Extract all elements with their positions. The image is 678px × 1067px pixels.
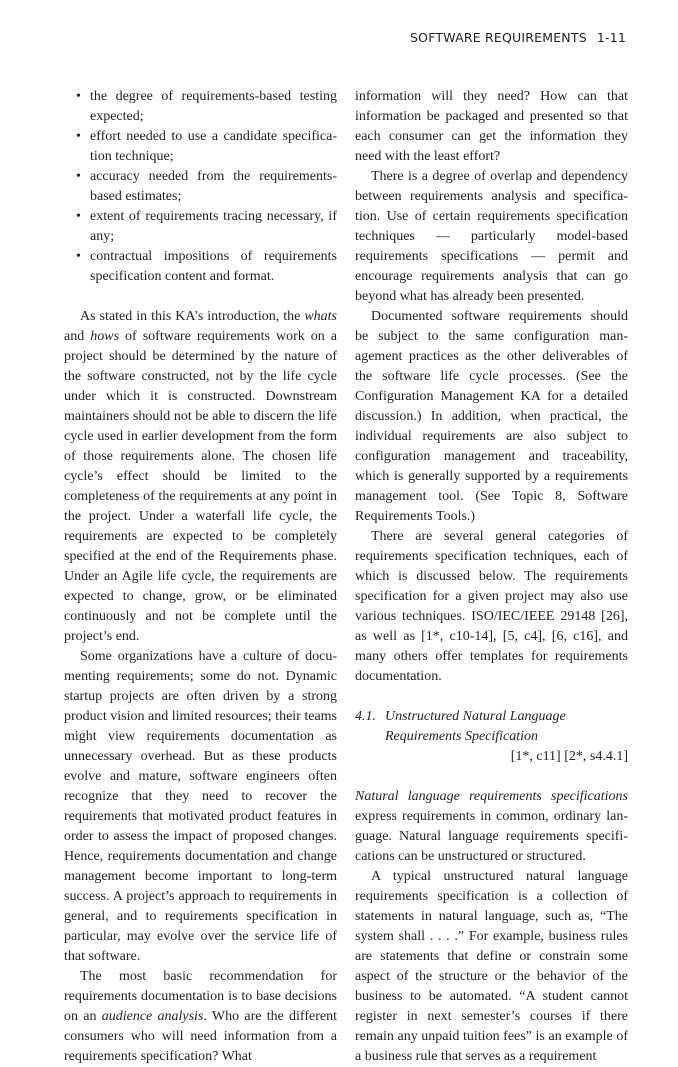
list-item: • accuracy needed from the requirements-based estimates; [64,167,337,207]
paragraph-categories: There are several general categories of requirements specification techniques, each of which is discussed below. The requirements specification for a given project may also use various techniques. ISO/IEC/IEEE 29148 [26], as well as [1*, c10-14], [5, c4], [6, c16], and many others offer templates for requirements documentation. [355,529,628,684]
left-column [64,87,337,1067]
section-heading [355,707,628,767]
running-header [410,30,626,50]
list-item: • effort needed to use a candidate specification technique; [64,127,337,167]
list-item: • the degree of requirements-based testing expected; [64,87,337,127]
paragraph-overlap: There is a degree of overlap and dependency between requirements analysis and specification. Use of certain requirements specification techniques — particularly model-based requirements specifications — permit and encourage requirements analysis that can go beyond what has already been presented. [355,169,628,304]
paragraph-continued: information will they need? How can that information be packaged and presented so that each consumer can get the information they need with the least effort? [355,89,628,164]
paragraph-life-cycle: As stated in this KA’s introduction, the whats and hows of software requirements work on a project should be determined by the nature of the software constructed, not by the life cycle under which it is constructed. Downstream maintainers should not be able to discern the life cycle used in earlier development from the form of those requirements alone. The chosen life cycle’s effect should be limited to the completeness of the requirements at any point in the project. Under a waterfall life cycle, the requirements are expected to be completely specified at the end of the Requirements phase. Under an Agile life cycle, the requirements are expected to change, grow, or be eliminated continuously and not be complete until the project’s end. [64,309,338,644]
section-references: [1*, c11] [2*, s4.4.1] [510,749,628,764]
paragraph-configuration: Documented software requirements should be subject to the same configuration management practices as the other deliverables of the software life cycle processes. (See the Configuration Management KA for a detailed discussion.) In addition, when practical, the individual requirements are also subject to configuration management and traceability, which is generally supported by a requirements management tool. (See Topic 8, Software Requirements Tools.) [355,309,628,524]
paragraph-natural-language: Natural language requirements specifications express requirements in common, ordinary language. Natural language requirements specifications can be unstructured or structured. [355,789,628,864]
list-item: • contractual impositions of requirements specification content and format. [64,247,337,287]
section-number: 4.1. [355,709,376,724]
list-item: • extent of requirements tracing necessary, if any; [64,207,337,247]
considerations-list [64,87,337,287]
right-column [355,87,628,1067]
paragraph-audience: The most basic recommendation for requirements documentation is to base decisions on an audience analysis. Who are the different consumers who will need information from a requirements specification? What [64,969,337,1064]
section-title-line1: Unstructured Natural Language [385,709,566,724]
paragraph-organizations: Some organizations have a culture of documenting requirements; some do not. Dynamic startup projects are often driven by a strong product vision and limited resources; their teams might view requirements documentation as unnecessary overhead. But as these products evolve and mature, software engineers often recognize that they need to recover the requirements that motivated product features in order to assess the impact of proposed changes. Hence, requirements documentation and change management become important to long-term success. A project’s approach to requirements in general, and to requirements specification in particular, may evolve over the service life of that software. [64,649,337,964]
section-title-line2: Requirements Specification [385,729,539,744]
paragraph-business-rule: A typical unstructured natural language requirements specification is a collection of statements in natural language, such as, “The system shall . . . .” For example, business rules are statements that define or constrain some aspect of the structure or the behavior of the business to be automated. “A student cannot register in next semester’s courses if there remain any unpaid tuition fees” is an example of a business rule that serves as a requirement [355,869,628,1064]
running-title: SOFTWARE REQUIREMENTS [410,30,587,45]
page-number: 1-11 [596,30,626,45]
